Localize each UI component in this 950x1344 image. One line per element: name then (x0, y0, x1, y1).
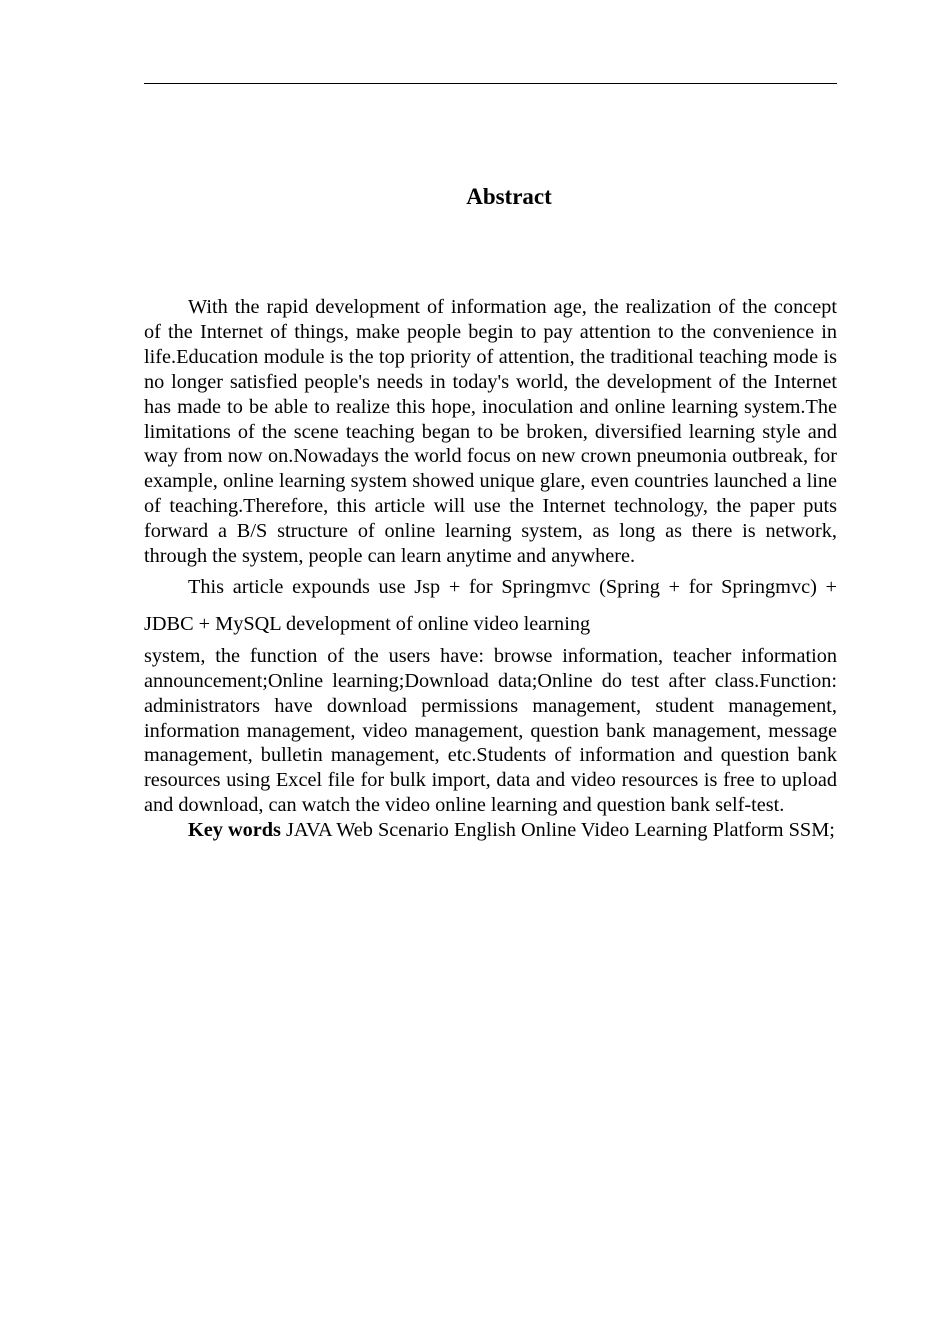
keywords-text: JAVA Web Scenario English Online Video Learning Platform SSM; (280, 819, 835, 842)
header-rule (144, 83, 837, 84)
abstract-paragraph-3: system, the function of the users have: browse information, teacher information announcement;Online learning;Download data;Online do test after class.Function: administrators have download permissions management, student management, information management, video management, question bank management, message management, bulletin management, etc.Students of information and question bank resources using Excel file for bulk import, data and video resources is free to upload and download, can watch the video online learning and question bank self-test. (144, 644, 837, 817)
abstract-body (144, 295, 837, 843)
keywords-label: Key words (188, 819, 281, 842)
abstract-paragraph-1: With the rapid development of information age, the realization of the concept of the Internet of things, make people begin to pay attention to the convenience in life.Education module is the top priority of attention, the traditional teaching mode is no longer satisfied people's needs in today's world, the development of the Internet has made to be able to realize this hope, inoculation and online learning system.The limitations of the scene teaching began to be broken, diversified learning style and way from now on.Nowadays the world focus on new crown pneumonia outbreak, for example, online learning system showed unique glare, even countries launched a line of teaching.Therefore, this article will use the Internet technology, the paper puts forward a B/S structure of online learning system, as long as there is network, through the system, people can learn anytime and anywhere. (144, 296, 837, 568)
keywords-paragraph (144, 818, 837, 843)
abstract-title: Abstract (466, 184, 552, 209)
abstract-paragraph-2: This article expounds use Jsp + for Springmvc (Spring + for Springmvc) + JDBC + MySQL development of online video learning (144, 575, 837, 636)
